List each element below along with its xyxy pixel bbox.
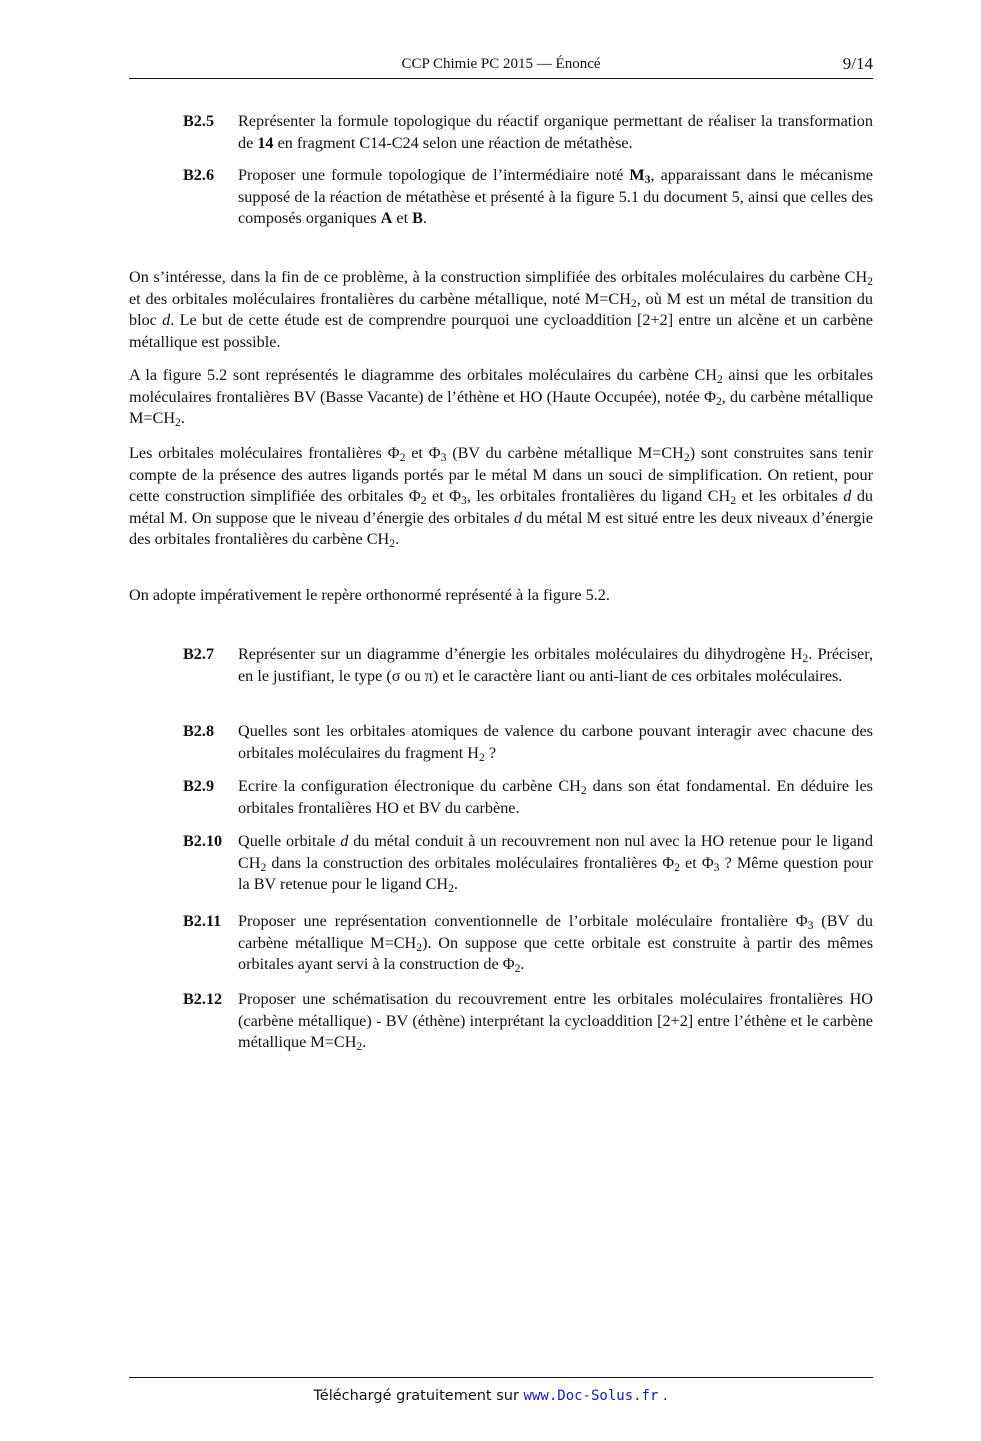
subscript: 2 [448, 881, 454, 895]
text-run: du métal M. On suppose que le niveau d’énergie des orbitales [129, 487, 874, 527]
question-block [183, 644, 873, 687]
text-run: . [180, 409, 185, 427]
text-run: (BV du carbène métallique M=CH [446, 444, 684, 462]
text-run: . [395, 530, 400, 548]
text-run: . [453, 875, 458, 893]
subscript: 2 [389, 536, 396, 550]
text-run: A [380, 209, 393, 227]
subscript: 2 [514, 961, 521, 975]
footer-end: . [658, 1388, 668, 1404]
subscript: 2 [356, 1039, 363, 1053]
subscript: 2 [478, 750, 485, 764]
document-title: CCP Chimie PC 2015 — Énoncé [401, 56, 601, 72]
text-run: Représenter sur un diagramme d’énergie les orbitales moléculaires du dihydrogène H [238, 645, 803, 663]
question-text [238, 911, 873, 976]
text-run: dans la construction des orbitales moléculaires frontalières Φ [266, 853, 675, 872]
subscript: 2 [802, 651, 809, 665]
text-run: Représenter la formule topologique du réactif organique permettant de réaliser la transformation de [238, 112, 873, 152]
text-run: ) sont construites sans tenir compte de la présence des autres ligands portés par le métal M dans un souci de simplification. On retient, pour cette construction simplifiée des orbitales Φ [129, 444, 873, 505]
text-run: . [422, 209, 428, 227]
subscript: 2 [175, 415, 181, 429]
question-text [238, 831, 873, 896]
footer-link[interactable]: www.Doc-Solus.fr [523, 1388, 659, 1404]
text-run: B [412, 209, 423, 227]
question-text [238, 989, 873, 1054]
text-run: et les orbitales [736, 487, 844, 505]
text-run: et Φ [405, 444, 441, 462]
text-run: et Φ [679, 853, 714, 872]
subscript: 3 [644, 172, 651, 186]
text-run: Ecrire la configuration électronique du carbène CH [238, 777, 581, 795]
footer-text: Téléchargé gratuitement sur [313, 1388, 524, 1404]
question-number: B2.11 [183, 912, 222, 930]
text-run: , les orbitales frontalières du ligand CH [466, 487, 731, 505]
text-run: Les orbitales moléculaires frontalières Φ [129, 444, 400, 462]
text-run: d [162, 311, 171, 329]
text-run: Quelles sont les orbitales atomiques de valence du carbone pouvant interagir avec chacune des orbitales moléculaires du fragment H [238, 722, 873, 762]
text-run: dans son état fondamental. En déduire les orbitales frontalières HO et BV du carbène. [238, 777, 873, 817]
text-run: Proposer une représentation conventionnelle de l’orbitale moléculaire frontalière Φ [238, 912, 808, 930]
text-run: et des orbitales moléculaires frontalières du carbène métallique, noté M=CH [129, 289, 631, 308]
text-run: Proposer une formule topologique de l’intermédiaire noté [238, 166, 630, 184]
subscript: 2 [416, 940, 423, 954]
text-run: du métal conduit à un recouvrement non nul avec la HO retenue pour le ligand CH [238, 832, 873, 872]
page-footer [0, 1388, 981, 1404]
text-run: , où M est un métal de transition du bloc [129, 289, 873, 329]
text-run: Quelle orbitale [238, 832, 341, 850]
text-run: M [629, 166, 645, 184]
text-run: d [843, 487, 852, 505]
text-run: ? [484, 743, 496, 762]
subscript: 2 [630, 296, 637, 310]
text-run: ? Même question pour la BV retenue pour le ligand CH [238, 853, 873, 893]
text-run: . [362, 1033, 367, 1051]
paragraph [129, 365, 873, 430]
subscript: 2 [716, 372, 723, 386]
subscript: 2 [867, 274, 873, 288]
text-run: On s’intéresse, dans la fin de ce problème, à la construction simplifiée des orbitales moléculaires du carbène CH [129, 268, 868, 286]
text-run: On adopte impérativement le repère orthonormé représenté à la figure 5.2. [129, 586, 610, 604]
subscript: 2 [683, 450, 690, 464]
subscript: 2 [715, 394, 722, 408]
text-run: A la figure 5.2 sont représentés le diagramme des orbitales moléculaires du carbène CH [129, 366, 717, 384]
question-number: B2.9 [183, 777, 215, 795]
subscript: 2 [580, 783, 587, 797]
text-run: en fragment C14-C24 selon une réaction de métathèse. [273, 133, 633, 152]
text-run: . Préciser, en le justifiant, le type (σ ou π) et le caractère liant ou anti-liant de ces orbitales moléculaires. [238, 645, 873, 685]
subscript: 2 [260, 860, 267, 874]
text-run: , du carbène métallique M=CH [129, 387, 874, 427]
subscript: 2 [420, 493, 427, 507]
text-run: et Φ [426, 487, 462, 505]
text-run: d [513, 508, 522, 527]
question-block [183, 989, 873, 1054]
footer-rule [129, 1377, 873, 1378]
question-number: B2.6 [183, 166, 215, 184]
paragraph [129, 585, 873, 607]
question-number: B2.5 [183, 112, 215, 130]
question-number: B2.8 [183, 722, 215, 740]
question-block [183, 165, 873, 230]
paragraph [129, 267, 873, 353]
text-run: et [392, 209, 413, 227]
subscript: 2 [730, 493, 737, 507]
page-header [129, 54, 873, 79]
question-block [183, 111, 873, 154]
question-number: B2.10 [183, 832, 223, 850]
text-run: ). On suppose que cette orbitale est construite à partir des mêmes orbitales ayant servi à la construction de Φ [238, 933, 873, 973]
text-run: d [340, 832, 349, 850]
question-block [183, 776, 873, 819]
text-run: . [520, 955, 525, 973]
question-block [183, 911, 873, 976]
page-number: 9/14 [842, 54, 873, 73]
text-run: , apparaissant dans le mécanisme supposé de la réaction de métathèse et présenté à la figure 5.1 du document 5, ainsi que celles des composés organiques [238, 166, 873, 227]
question-number: B2.7 [183, 645, 215, 663]
text-run: ainsi que les orbitales moléculaires frontalières BV (Basse Vacante) de l’éthène et HO (Haute Occupée), notée Φ [129, 366, 873, 406]
text-run: (BV du carbène métallique M=CH [238, 912, 873, 952]
subscript: 3 [440, 450, 447, 464]
question-block [183, 831, 873, 896]
paragraph [129, 443, 873, 551]
subscript: 3 [807, 918, 814, 932]
text-run: Proposer une schématisation du recouvrement entre les orbitales moléculaires frontalières HO (carbène métallique) - BV (éthène) interprétant la cycloaddition [2+2] entre l’éthène et le carbène métallique M=CH [238, 990, 873, 1051]
text-run: 14 [257, 133, 274, 152]
question-text [238, 776, 873, 819]
question-number: B2.12 [183, 990, 223, 1008]
subscript: 3 [713, 860, 720, 874]
question-text [238, 165, 873, 230]
subscript: 2 [674, 860, 680, 874]
question-text [238, 644, 873, 687]
text-run: du métal M est situé entre les deux niveaux d’énergie des orbitales frontalières du carbène CH [129, 508, 873, 548]
text-run: . Le but de cette étude est de comprendre pourquoi une cycloaddition [2+2] entre un alcène et un carbène métallique est possible. [129, 311, 873, 351]
subscript: 2 [399, 450, 406, 464]
question-block [183, 721, 873, 764]
subscript: 3 [461, 493, 467, 507]
question-text [238, 721, 873, 764]
question-text [238, 111, 873, 154]
